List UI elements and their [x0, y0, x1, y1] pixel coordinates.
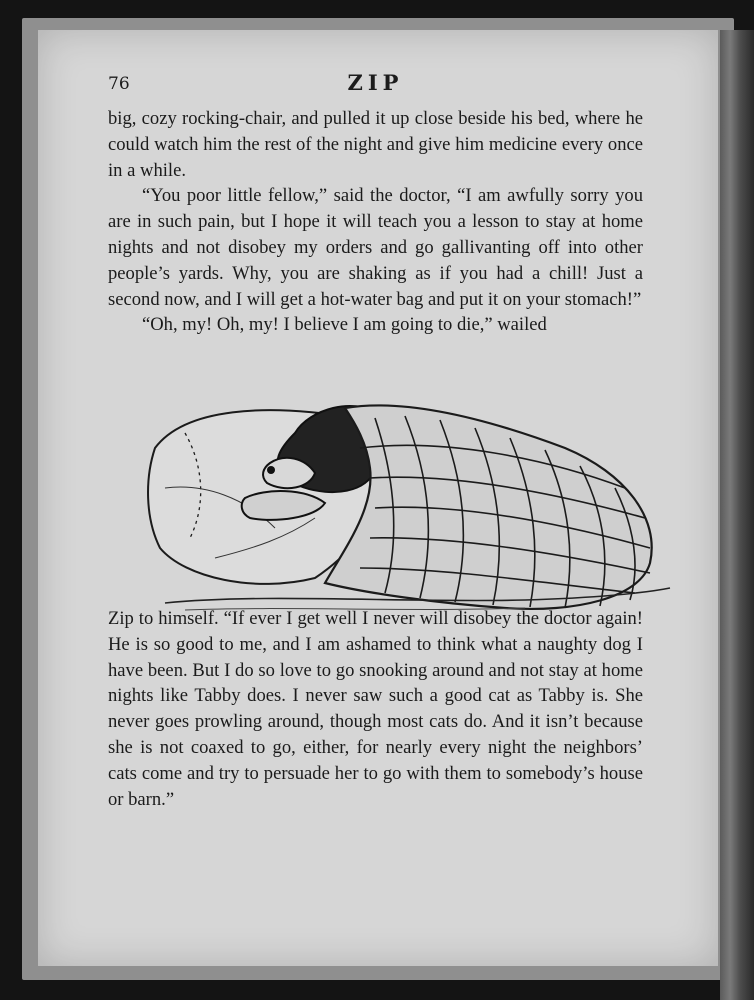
book-spine-edge — [720, 30, 754, 1000]
paragraph-4: Zip to himself. “If ever I get well I never will disobey the doctor again! He is so good to me, and I am ashamed to think what a naughty dog I have been. But I do so love to go snooking around and not stay at home nights like Tabby does. I never saw such a good cat as Tabby is. She never goes prowling around, though most cats do. And it isn’t because she is not coaxed to go, either, for nearly every night the neighbors’ cats come and try to persuade her to go with them to somebody’s house or barn.” — [108, 608, 643, 810]
body-text-bottom — [108, 606, 643, 812]
paragraph-3: “Oh, my! Oh, my! I believe I am going to die,” wailed — [142, 314, 547, 336]
paragraph-2: “You poor little fellow,” said the doctor, “I am awfully sorry you are in such pain, but I hope it will teach you a lesson to stay at home nights and not disobey my orders and go gallivanting off into other people’s yards. Why, you are shaking as if you had a chill! Just a second now, and I will get a hot-water bag and put it on your stomach!” — [108, 185, 643, 310]
paragraph-1: big, cozy rocking-chair, and pulled it up close beside his bed, where he could watch him the rest of the night and give him medicine every once in a while. — [108, 108, 643, 181]
page-header — [108, 70, 643, 100]
running-title: ZIP — [347, 70, 404, 95]
dog-in-blanket-illustration — [145, 388, 675, 618]
page-number: 76 — [108, 74, 130, 94]
body-text-top — [108, 106, 643, 338]
